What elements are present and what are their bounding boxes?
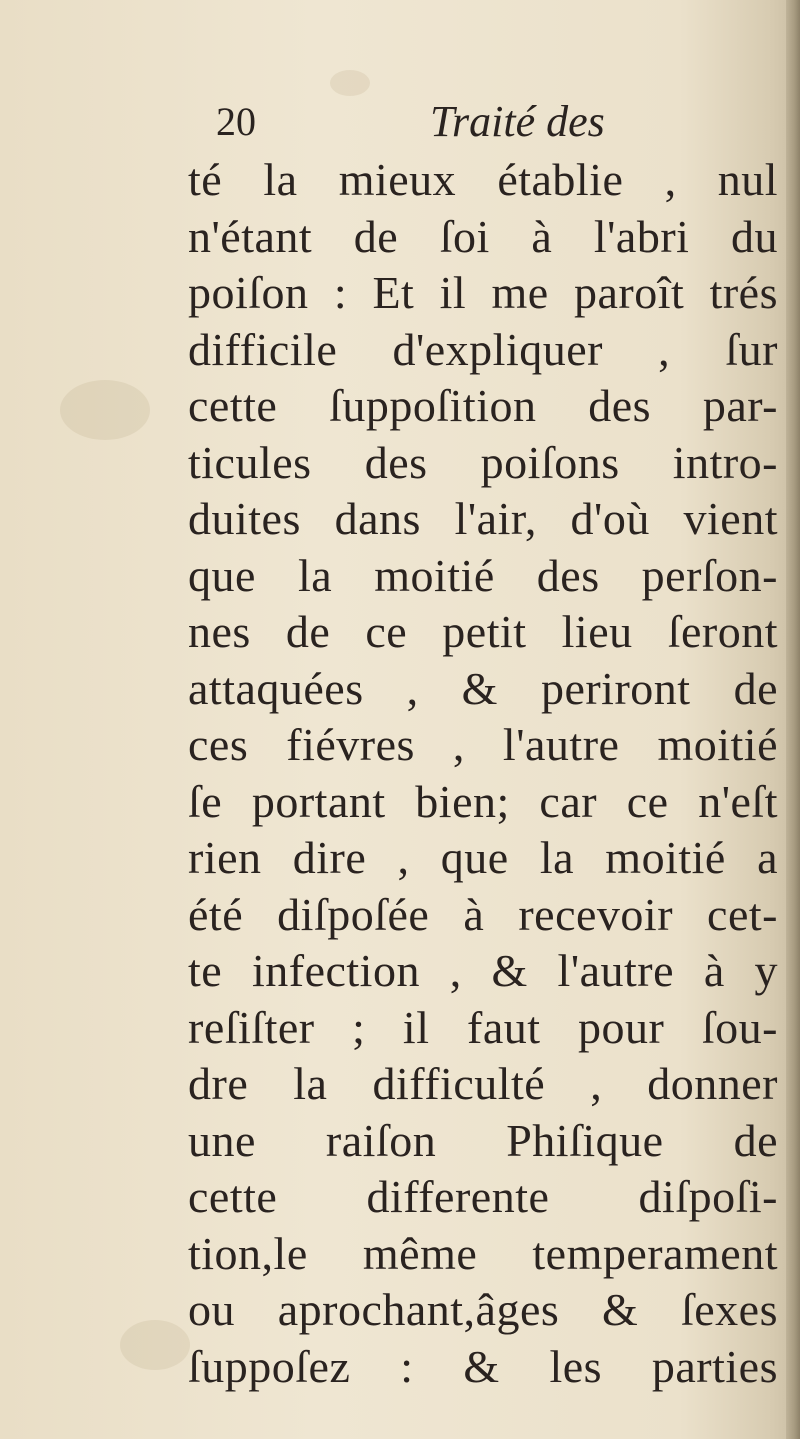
text-line: tion,le même temperament: [188, 1227, 778, 1279]
page-edge: [786, 0, 800, 1439]
text-line: dre la difficulté , donner: [188, 1058, 778, 1109]
body-text: [188, 152, 778, 1395]
text-line: ces fiévres , l'autre moitié: [188, 719, 778, 770]
text-line: cette ſuppoſition des par-: [188, 380, 778, 431]
text-line: cette differente diſpoſi-: [188, 1171, 778, 1222]
text-line: difficile d'expliquer , ſur: [188, 323, 778, 375]
text-line: reſiſter ; il faut pour ſou-: [188, 1001, 778, 1053]
text-line: ticules des poiſons intro-: [188, 436, 778, 488]
text-line: ſe portant bien; car ce n'eſt: [188, 775, 778, 827]
text-line: te infection , & l'autre à y: [188, 945, 778, 996]
text-line: poiſon : Et il me paroît trés: [188, 267, 778, 318]
running-head: Traité des: [430, 97, 605, 146]
paper-stain: [60, 380, 150, 440]
text-line: duites dans l'air, d'où vient: [188, 493, 778, 544]
text-line: une raiſon Phiſique de: [188, 1114, 778, 1166]
text-line: rien dire , que la moitié a: [188, 832, 778, 883]
text-line: té la mieux établie , nul: [188, 154, 778, 205]
page-number: 20: [216, 99, 256, 144]
page-header: [216, 96, 736, 156]
paper-stain: [330, 70, 370, 96]
text-line: été diſpoſée à recevoir cet-: [188, 888, 778, 940]
paper-stain: [120, 1320, 190, 1370]
text-line: attaquées , & periront de: [188, 662, 778, 714]
text-line: ſuppoſez : & les parties: [188, 1340, 778, 1392]
text-line: n'étant de ſoi à l'abri du: [188, 210, 778, 262]
text-line: que la moitié des perſon-: [188, 549, 778, 601]
text-line: ou aprochant,âges & ſexes: [188, 1284, 778, 1335]
text-line: nes de ce petit lieu ſeront: [188, 606, 778, 657]
